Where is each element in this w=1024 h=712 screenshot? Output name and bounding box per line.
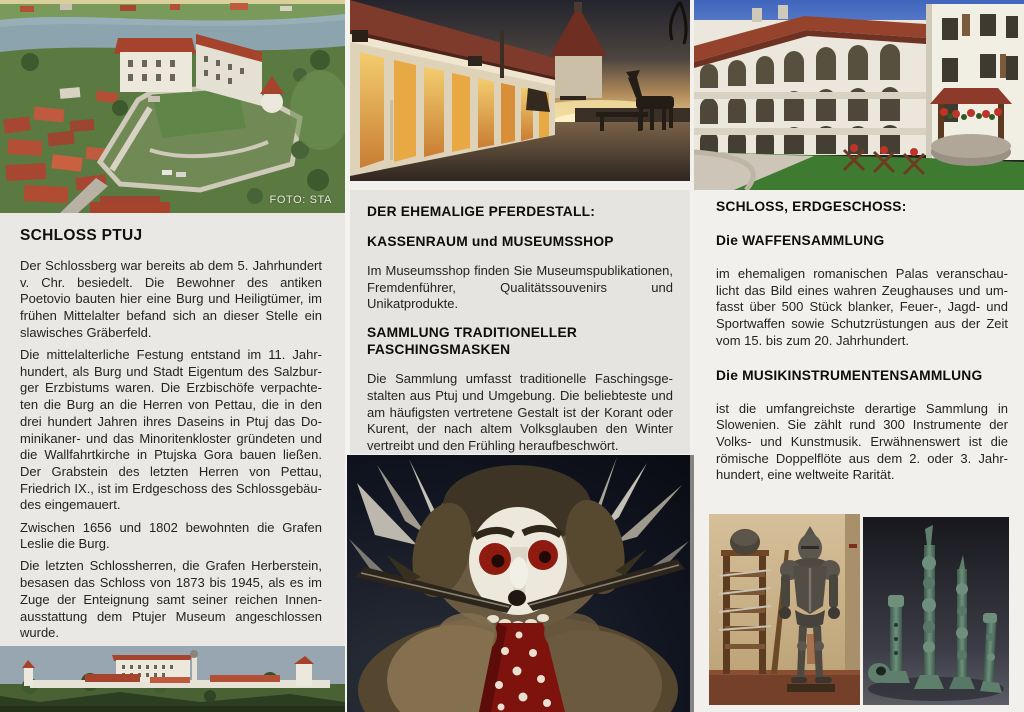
aerial-castle-photo bbox=[0, 0, 345, 213]
right-text-panel bbox=[716, 198, 1008, 501]
heading-weapons: Die WAFFENSAMMLUNG bbox=[716, 233, 885, 248]
aerial-castle-illustration bbox=[0, 0, 345, 213]
armor-illustration bbox=[709, 514, 860, 705]
mouthpiece-ring bbox=[868, 663, 890, 683]
paragraph-history-2: Die mittelalterliche Festung entstand im 11. Jahrhundert, als Burg und Stadt Eigentum des Salzburger Erzbistums waren. Die Erzbischöfe verpachteten die Burg an die Herren von Pettau, die in den drei hundert Jahren ihres Daseins in Ptuj das Dominikaner- und das Minoritenkloster gründeten und die Wallfahrtkirche in Ptujska Gora bauen ließen. Der Grabstein des letzten Herren von Pettau, Friedrich IX., ist im Erdgeschoss des Schlossgebäudes eingemauert. bbox=[20, 347, 322, 513]
paragraph-history-4: Die letzten Schlossherren, die Grafen Herberstein, besasen das Schloss von 1873 bis 1945, als es im Zuge der Enteignung samt seiner reichen Innenausstattung dem Ptujer Museum angeschlossen wurde. bbox=[20, 558, 322, 641]
armor-photo bbox=[709, 514, 860, 705]
photo-credit: FOTO: STA bbox=[269, 194, 332, 206]
heading-ground-floor: SCHLOSS, ERDGESCHOSS: bbox=[716, 199, 907, 214]
paragraph-masks: Die Sammlung umfasst traditionelle Faschingsgestalten aus Ptuj und Umgebung. Die beliebteste und am häufigsten vertretene Gestalt ist der Korant oder Kurent, der nach altem Volksglauben den Winter vertreibt und den Frühling heraufbeschwört. bbox=[367, 371, 673, 453]
courtyard-photo bbox=[694, 0, 1024, 190]
instruments-illustration bbox=[863, 517, 1009, 705]
kurent-mask-photo bbox=[347, 455, 690, 712]
paragraph-history-3: Zwischen 1656 und 1802 bewohnten die Grafen Leslie die Burg. bbox=[20, 519, 322, 552]
panel-fold-right bbox=[690, 455, 694, 712]
paragraph-shop: Im Museumsshop finden Sie Museumspublikationen, Fremdenführer, Qualitätssouvenirs und Unikatprodukte. bbox=[367, 263, 673, 312]
stable-sunset-photo bbox=[350, 0, 690, 181]
heading-stable: DER EHEMALIGE PFERDESTALL: bbox=[367, 204, 595, 219]
courtyard-illustration bbox=[694, 0, 1024, 190]
kurent-mask-illustration bbox=[347, 455, 690, 712]
paragraph-history-1: Der Schlossberg war bereits ab dem 5. Jahrhundert v. Chr. besiedelt. Die Bewohner des antiken Poetovio bauten hier eine Burg und Heiligtümer, im frühen Mittelalter befand sich an dieser Stelle ein slawisches Gräberfeld. bbox=[20, 258, 322, 340]
heading-shop: KASSENRAUM und MUSEUMSSHOP bbox=[367, 234, 614, 249]
page-title: SCHLOSS PTUJ bbox=[20, 227, 143, 244]
castle-panorama-illustration bbox=[0, 646, 345, 712]
paragraph-music: ist die umfangreichste derartige Sammlung in Slowenien. Sie zählt rund 300 Instrumente der Volks- und Kunstmusik. Erwähnenswert ist die römische Doppelflöte aus dem 2. oder 3. Jahrhundert, eine weltweite Rarität. bbox=[716, 400, 1008, 483]
middle-text-panel bbox=[350, 190, 690, 454]
paragraph-weapons: im ehemaligen romanischen Palas veranschaulicht das Bild eines wahren Zeughauses und umfasst über 500 Stück blanker, Feuer-, Jagd- und Sportwaffen sowie Schutzrüstungen aus der Zeit vom 15. bis zum 20. Jahrhundert. bbox=[716, 266, 1008, 348]
heading-music: Die MUSIKINSTRUMENTENSAMMLUNG bbox=[716, 367, 983, 383]
stable-sunset-illustration bbox=[350, 0, 690, 181]
castle-panorama-photo bbox=[0, 646, 345, 712]
left-text-panel bbox=[0, 213, 345, 646]
heading-masks: SAMMLUNG TRADITIONELLER FASCHINGSMASKEN bbox=[367, 325, 578, 358]
instruments-photo bbox=[863, 517, 1009, 705]
